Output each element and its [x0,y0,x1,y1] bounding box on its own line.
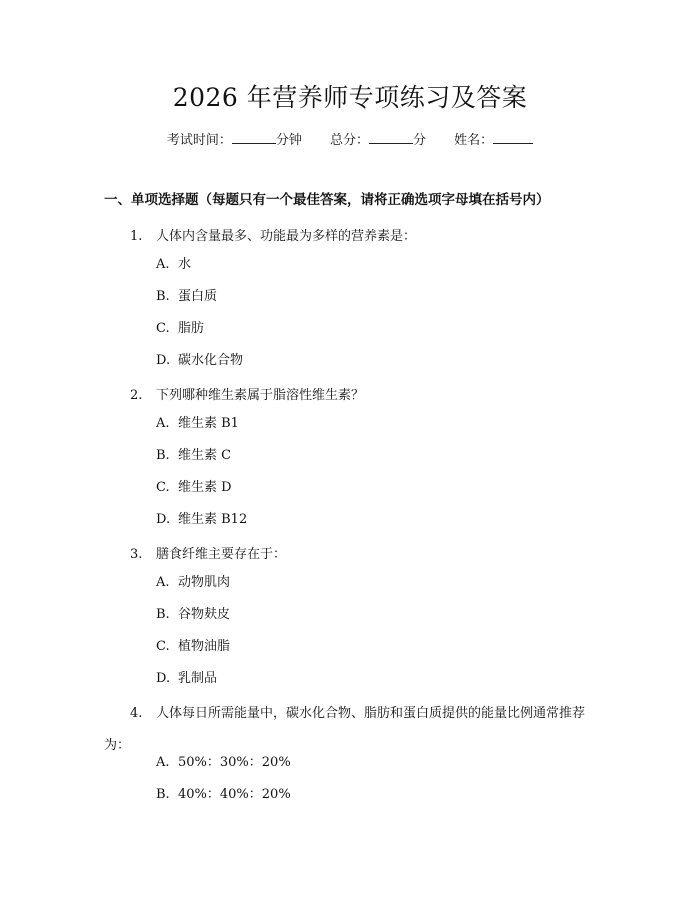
option-letter: C. [156,639,170,654]
question-2-option-a [156,413,239,435]
option-text: 蛋白质 [178,289,218,304]
question-1-option-a [156,254,191,276]
total-score-blank [369,129,413,144]
option-letter: C. [156,321,170,336]
question-text: 下列哪种维生素属于脂溶性维生素？ [156,388,365,403]
option-letter: D. [156,353,171,368]
document-title: 2026 年营养师专项练习及答案 [172,83,528,112]
question-2 [104,380,604,412]
question-text: 膳食纤维主要存在于： [156,547,287,562]
question-1-option-d [156,350,243,372]
option-text: 维生素 D [178,480,232,495]
option-letter: C. [156,480,170,495]
question-number: 1. [130,229,143,244]
option-text: 40%：40%：20% [178,787,291,802]
question-3 [104,539,604,571]
question-3-option-b [156,604,230,626]
total-score-field [330,129,426,152]
question-number: 2. [130,388,143,403]
exam-time-label: 考试时间： [166,133,232,148]
option-text: 维生素 C [178,448,232,463]
exam-time-blank [232,129,276,144]
exam-info-line [0,129,700,152]
name-field [454,129,533,152]
option-letter: D. [156,512,171,527]
option-letter: A. [156,257,170,272]
option-text: 碳水化合物 [178,353,244,368]
name-label: 姓名： [454,133,494,148]
question-number: 4. [130,706,143,721]
option-text: 维生素 B1 [178,416,239,431]
exam-time-unit: 分钟 [275,133,302,148]
question-number: 3. [130,547,143,562]
option-text: 脂肪 [178,321,205,336]
question-text: 人体每日所需能量中，碳水化合物、脂肪和蛋白质提供的能量比例通常推荐为： [104,706,586,753]
option-letter: B. [156,289,170,304]
question-3-option-c [156,636,230,658]
question-2-option-b [156,445,231,467]
question-1-option-c [156,318,204,340]
total-score-label: 总分： [329,133,369,148]
option-text: 植物油脂 [178,639,231,654]
question-1 [104,221,604,253]
question-3-option-a [156,572,230,594]
option-text: 谷物麸皮 [178,607,231,622]
question-1-option-b [156,286,217,308]
question-4-option-a [156,752,291,774]
question-text: 人体内含量最多、功能最为多样的营养素是： [156,229,417,244]
option-letter: A. [156,575,170,590]
option-text: 水 [178,257,192,272]
exam-time-field [167,129,302,152]
option-letter: A. [156,755,170,770]
option-text: 乳制品 [178,671,218,686]
option-letter: B. [156,607,170,622]
option-text: 动物肌肉 [178,575,231,590]
question-3-option-d [156,668,217,690]
name-blank [493,129,533,144]
option-text: 50%：30%：20% [178,755,291,770]
section-title: 一、单项选择题（每题只有一个最佳答案，请将正确选项字母填在括号内） [104,192,550,208]
option-letter: B. [156,787,170,802]
option-letter: A. [156,416,170,431]
option-letter: B. [156,448,170,463]
option-text: 维生素 B12 [178,512,248,527]
question-4-option-b [156,784,291,806]
question-2-option-d [156,509,247,531]
question-2-option-c [156,477,232,499]
total-score-unit: 分 [413,133,427,148]
option-letter: D. [156,671,171,686]
